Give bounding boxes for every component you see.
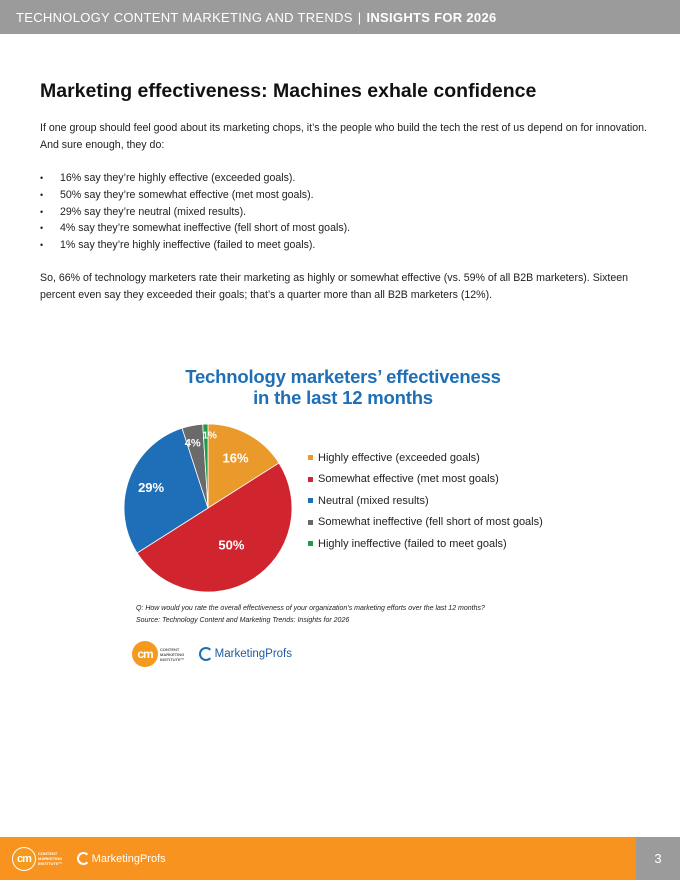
header-right-text: INSIGHTS FOR 2026 — [366, 9, 497, 25]
cmi-logo-line: CONTENT — [160, 646, 180, 652]
survey-question-note: Q: How would you rate the overall effectiveness of your organization’s marketing efforts over the last 12 months? — [136, 605, 485, 612]
legend-swatch — [308, 455, 313, 460]
header-separator: | — [357, 9, 362, 25]
cmi-logo-line: INSTITUTE™ — [160, 656, 185, 662]
page-number: 3 — [636, 837, 680, 880]
cmi-logo-mark: cm — [12, 847, 36, 871]
legend-item-highly-ineffective — [308, 533, 543, 555]
section-heading: Marketing effectiveness: Machines exhale confidence — [40, 80, 537, 102]
footer-marketingprofs-logo — [77, 852, 166, 865]
legend-label: Neutral (mixed results) — [318, 494, 429, 507]
list-item: • 1% say they’re highly ineffective (failed to meet goals). — [40, 237, 350, 254]
list-item: • 16% say they’re highly effective (exceeded goals). — [40, 170, 350, 187]
pie-label-highly-ineffective: 1% — [202, 430, 217, 442]
chart-title — [140, 366, 546, 408]
intro-paragraph: If one group should feel good about its marketing chops, it’s the people who build the tech the rest of us depend on for innovation. And sure enough, they do: — [40, 122, 647, 151]
legend-label: Highly ineffective (failed to meet goals) — [318, 537, 507, 550]
legend-item-somewhat-effective — [308, 469, 543, 491]
pie-chart — [118, 418, 298, 598]
list-item: • 29% say they’re neutral (mixed results). — [40, 204, 350, 221]
conclusion-paragraph: So, 66% of technology marketers rate their marketing as highly or somewhat effective (vs. 59% of all B2B marketers). Sixteen percent even say they exceeded their goals; that’s a quarter more than all B2B marketers (12%). — [40, 272, 629, 301]
marketingprofs-wordmark: MarketingProfs — [214, 648, 293, 660]
marketingprofs-logo — [199, 647, 292, 661]
cmi-logo-mark: cm — [132, 641, 158, 667]
cmi-logo-text — [160, 647, 185, 662]
pie-label-somewhat-ineffective: 4% — [184, 437, 201, 450]
legend-swatch — [308, 498, 313, 503]
chart-title-line-2: in the last 12 months — [253, 387, 433, 408]
findings-list — [40, 170, 350, 254]
cmi-logo-line: MARKETING — [160, 651, 185, 657]
pie-label-highly-effective: 16% — [222, 450, 249, 466]
legend-item-highly-effective — [308, 447, 543, 469]
legend-swatch — [308, 541, 313, 546]
list-item: • 4% say they’re somewhat ineffective (fell short of most goals). — [40, 220, 350, 237]
chart-title-line-1: Technology marketers’ effectiveness — [185, 366, 501, 387]
legend-swatch — [308, 477, 313, 482]
partner-logos — [132, 641, 292, 667]
pie-label-neutral: 29% — [138, 480, 165, 496]
source-note: Source: Technology Content and Marketing Trends: Insights for 2026 — [136, 617, 350, 624]
legend-item-somewhat-ineffective — [308, 512, 543, 534]
legend-label: Highly effective (exceeded goals) — [318, 451, 480, 464]
marketingprofs-mark-icon — [77, 852, 90, 865]
marketingprofs-wordmark: MarketingProfs — [91, 852, 166, 865]
page-header — [0, 0, 680, 34]
pie-label-somewhat-effective: 50% — [218, 537, 245, 553]
cmi-logo-line: MARKETING — [38, 856, 63, 861]
marketingprofs-mark-icon — [199, 647, 213, 661]
legend-item-neutral — [308, 490, 543, 512]
footer-cmi-logo — [12, 847, 63, 871]
cmi-logo-line: INSTITUTE™ — [38, 861, 63, 866]
cmi-logo-text — [38, 851, 63, 866]
legend-label: Somewhat effective (met most goals) — [318, 473, 499, 486]
legend-swatch — [308, 520, 313, 525]
list-item: • 50% say they’re somewhat effective (met most goals). — [40, 187, 350, 204]
header-left-text: TECHNOLOGY CONTENT MARKETING AND TRENDS — [16, 9, 353, 25]
cmi-logo-line: CONTENT — [38, 851, 58, 856]
legend-label: Somewhat ineffective (fell short of most goals) — [318, 516, 543, 529]
page-footer — [0, 837, 636, 880]
chart-legend — [308, 447, 543, 555]
cmi-logo — [132, 641, 185, 667]
